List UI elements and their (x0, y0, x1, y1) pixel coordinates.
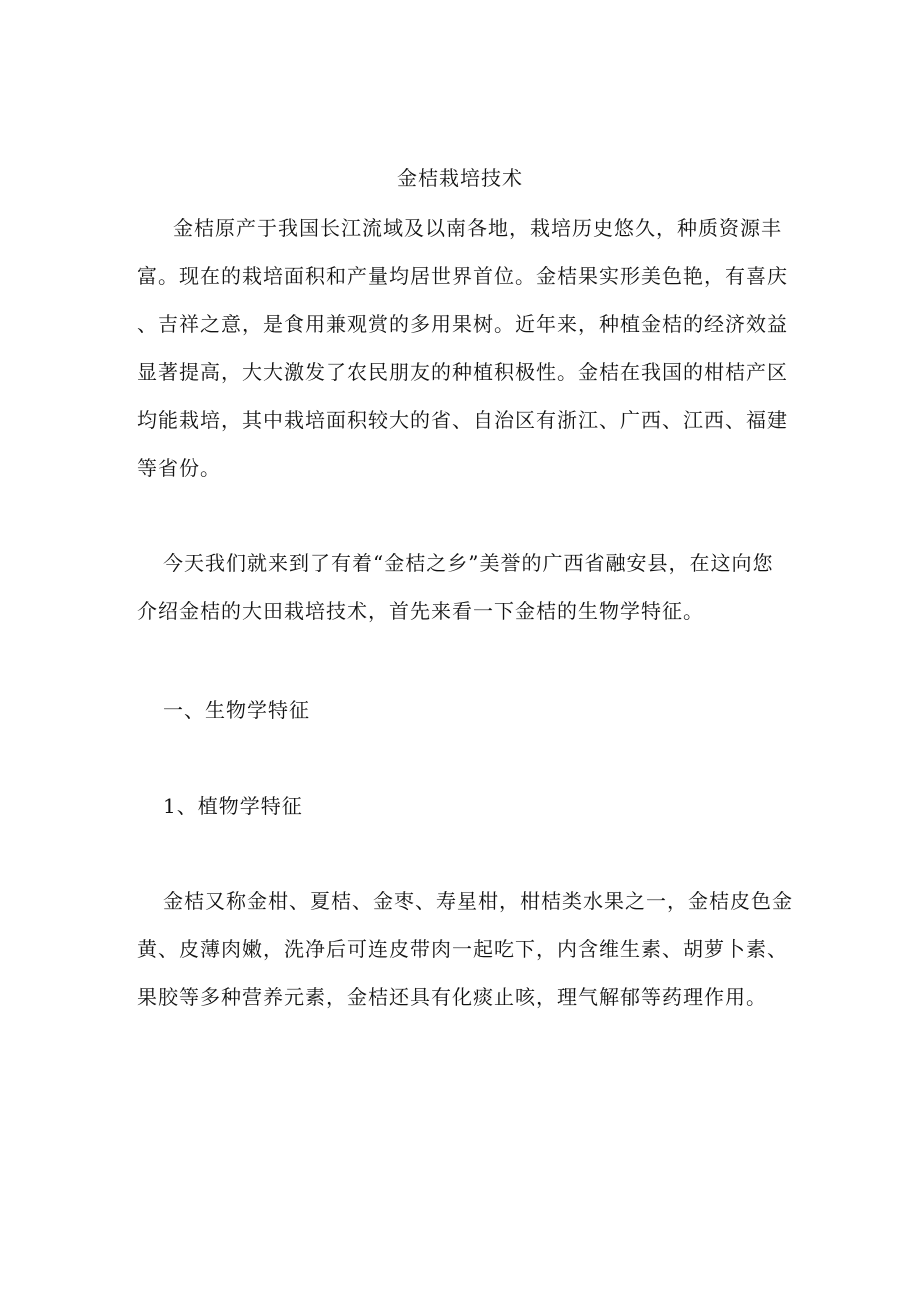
paragraph-line: 金桔又称金柑、夏桔、金枣、寿星柑，柑桔类水果之一，金桔皮色金 (163, 889, 793, 913)
paragraph-line: 等省份。 (137, 456, 221, 480)
paragraph-line: 介绍金桔的大田栽培技术，首先来看一下金桔的生物学特征。 (137, 599, 704, 623)
subsection-heading-block (137, 782, 777, 830)
intro-paragraph (137, 204, 788, 492)
paragraph-line: 金桔原产于我国长江流域及以南各地，栽培历史悠久，种质资源丰 (173, 216, 782, 240)
paragraph-line: 均能栽培，其中栽培面积较大的省、自治区有浙江、广西、江西、福建 (137, 408, 788, 432)
section-heading-block (137, 686, 777, 734)
document-title: 金桔栽培技术 (397, 166, 523, 190)
today-paragraph (137, 539, 777, 635)
paragraph-line: 今天我们就来到了有着“金桔之乡”美誉的广西省融安县，在这向您 (163, 551, 774, 575)
section-heading: 一、生物学特征 (163, 698, 310, 722)
paragraph-line: 、吉祥之意，是食用兼观赏的多用果树。近年来，种植金桔的经济效益 (137, 312, 788, 336)
paragraph-line: 显著提高，大大激发了农民朋友的种植积极性。金桔在我国的柑桔产区 (137, 360, 788, 384)
subsection-heading: 1、植物学特征 (163, 794, 303, 818)
paragraph-line: 黄、皮薄肉嫩，洗净后可连皮带肉一起吃下，内含维生素、胡萝卜素、 (137, 937, 788, 961)
botanical-paragraph (137, 877, 793, 1021)
paragraph-line: 果胶等多种营养元素，金桔还具有化痰止咳，理气解郁等药理作用。 (137, 985, 767, 1009)
paragraph-line: 富。现在的栽培面积和产量均居世界首位。金桔果实形美色艳，有喜庆 (137, 264, 788, 288)
